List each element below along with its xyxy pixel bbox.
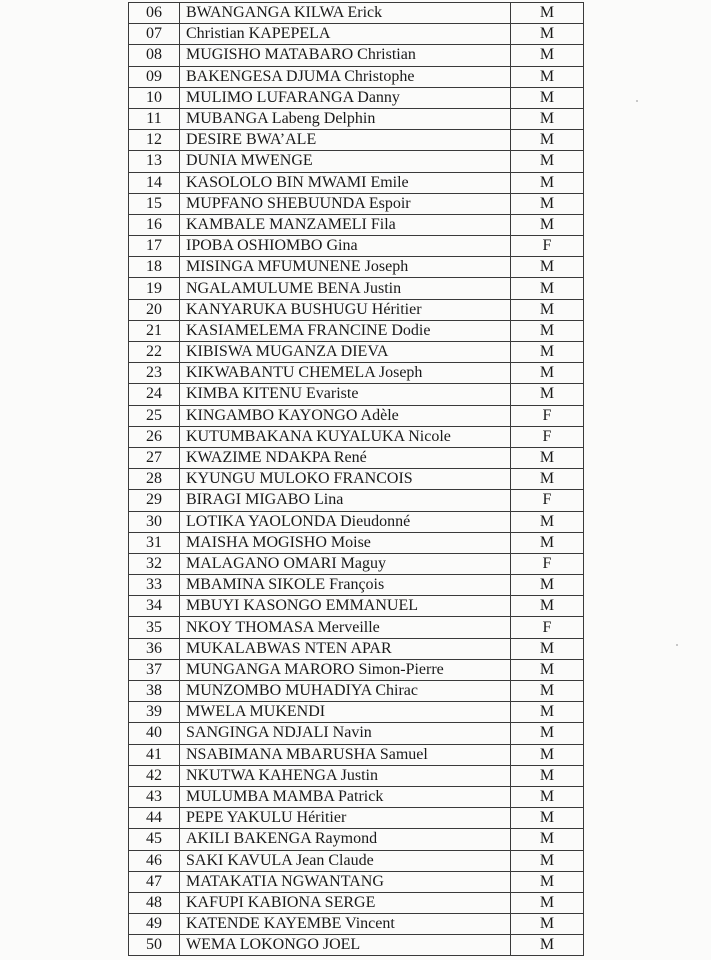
row-number: 16: [129, 214, 180, 235]
table-row: [129, 257, 584, 278]
table-row: [129, 702, 584, 723]
table-row: [129, 553, 584, 574]
table-row: [129, 638, 584, 659]
row-number: 45: [129, 829, 180, 850]
table-row: [129, 108, 584, 129]
student-name: MUPFANO SHEBUUNDA Espoir: [180, 193, 511, 214]
student-name: AKILI BAKENGA Raymond: [180, 829, 511, 850]
table-row: [129, 151, 584, 172]
student-sex: M: [511, 681, 584, 702]
table-row: [129, 214, 584, 235]
row-number: 48: [129, 892, 180, 913]
row-number: 41: [129, 744, 180, 765]
table-row: [129, 66, 584, 87]
student-sex: M: [511, 871, 584, 892]
student-name: MBUYI KASONGO EMMANUEL: [180, 596, 511, 617]
table-row: [129, 490, 584, 511]
student-sex: M: [511, 511, 584, 532]
row-number: 34: [129, 596, 180, 617]
student-sex: M: [511, 850, 584, 871]
scan-speck: [636, 100, 638, 102]
student-name: BIRAGI MIGABO Lina: [180, 490, 511, 511]
row-number: 15: [129, 193, 180, 214]
row-number: 35: [129, 617, 180, 638]
student-sex: F: [511, 236, 584, 257]
student-name: KWAZIME NDAKPA René: [180, 447, 511, 468]
table-row: [129, 469, 584, 490]
student-sex: M: [511, 808, 584, 829]
student-sex: M: [511, 469, 584, 490]
row-number: 42: [129, 765, 180, 786]
table-row: [129, 87, 584, 108]
student-sex: M: [511, 829, 584, 850]
row-number: 32: [129, 553, 180, 574]
row-number: 28: [129, 469, 180, 490]
student-sex: M: [511, 87, 584, 108]
row-number: 43: [129, 786, 180, 807]
student-name: NKUTWA KAHENGA Justin: [180, 765, 511, 786]
table-row: [129, 193, 584, 214]
student-sex: F: [511, 490, 584, 511]
row-number: 33: [129, 575, 180, 596]
row-number: 13: [129, 151, 180, 172]
table-row: [129, 808, 584, 829]
row-number: 22: [129, 342, 180, 363]
student-sex: M: [511, 257, 584, 278]
student-name: WEMA LOKONGO JOEL: [180, 935, 511, 956]
student-sex: F: [511, 405, 584, 426]
student-sex: M: [511, 702, 584, 723]
table-row: [129, 299, 584, 320]
table-row: [129, 914, 584, 935]
student-sex: M: [511, 342, 584, 363]
student-sex: M: [511, 892, 584, 913]
student-roster-table: [128, 2, 584, 956]
row-number: 30: [129, 511, 180, 532]
table-row: [129, 236, 584, 257]
student-name: MUBANGA Labeng Delphin: [180, 108, 511, 129]
student-sex: M: [511, 24, 584, 45]
student-sex: M: [511, 532, 584, 553]
student-name: BAKENGESA DJUMA Christophe: [180, 66, 511, 87]
table-row: [129, 532, 584, 553]
row-number: 40: [129, 723, 180, 744]
student-sex: M: [511, 723, 584, 744]
table-row: [129, 278, 584, 299]
table-row: [129, 596, 584, 617]
student-sex: M: [511, 659, 584, 680]
row-number: 19: [129, 278, 180, 299]
student-name: KASIAMELEMA FRANCINE Dodie: [180, 320, 511, 341]
student-sex: M: [511, 363, 584, 384]
student-name: PEPE YAKULU Héritier: [180, 808, 511, 829]
table-row: [129, 617, 584, 638]
table-row: [129, 575, 584, 596]
table-row: [129, 723, 584, 744]
table-row: [129, 850, 584, 871]
student-name: MISINGA MFUMUNENE Joseph: [180, 257, 511, 278]
student-name: MWELA MUKENDI: [180, 702, 511, 723]
student-name: NSABIMANA MBARUSHA Samuel: [180, 744, 511, 765]
row-number: 47: [129, 871, 180, 892]
student-name: KIKWABANTU CHEMELA Joseph: [180, 363, 511, 384]
student-name: SANGINGA NDJALI Navin: [180, 723, 511, 744]
row-number: 24: [129, 384, 180, 405]
student-sex: M: [511, 193, 584, 214]
student-name: KAMBALE MANZAMELI Fila: [180, 214, 511, 235]
student-name: KIMBA KITENU Evariste: [180, 384, 511, 405]
student-sex: M: [511, 130, 584, 151]
student-name: MALAGANO OMARI Maguy: [180, 553, 511, 574]
student-sex: M: [511, 765, 584, 786]
student-name: MUGISHO MATABARO Christian: [180, 45, 511, 66]
row-number: 37: [129, 659, 180, 680]
row-number: 21: [129, 320, 180, 341]
student-name: KASOLOLO BIN MWAMI Emile: [180, 172, 511, 193]
student-name: KIBISWA MUGANZA DIEVA: [180, 342, 511, 363]
row-number: 38: [129, 681, 180, 702]
row-number: 07: [129, 24, 180, 45]
student-name: IPOBA OSHIOMBO Gina: [180, 236, 511, 257]
student-name: LOTIKA YAOLONDA Dieudonné: [180, 511, 511, 532]
student-name: KINGAMBO KAYONGO Adèle: [180, 405, 511, 426]
row-number: 23: [129, 363, 180, 384]
table-row: [129, 405, 584, 426]
student-sex: F: [511, 553, 584, 574]
row-number: 39: [129, 702, 180, 723]
row-number: 26: [129, 426, 180, 447]
table-row: [129, 786, 584, 807]
student-name: MULUMBA MAMBA Patrick: [180, 786, 511, 807]
table-row: [129, 935, 584, 956]
student-sex: M: [511, 935, 584, 956]
student-name: Christian KAPEPELA: [180, 24, 511, 45]
row-number: 08: [129, 45, 180, 66]
table-row: [129, 447, 584, 468]
student-name: KATENDE KAYEMBE Vincent: [180, 914, 511, 935]
table-row: [129, 765, 584, 786]
table-row: [129, 320, 584, 341]
table-row: [129, 45, 584, 66]
table-row: [129, 681, 584, 702]
table-row: [129, 363, 584, 384]
table-row: [129, 871, 584, 892]
student-sex: F: [511, 426, 584, 447]
student-name: KYUNGU MULOKO FRANCOIS: [180, 469, 511, 490]
student-name: MATAKATIA NGWANTANG: [180, 871, 511, 892]
row-number: 29: [129, 490, 180, 511]
row-number: 46: [129, 850, 180, 871]
row-number: 10: [129, 87, 180, 108]
student-name: KUTUMBAKANA KUYALUKA Nicole: [180, 426, 511, 447]
student-name: DUNIA MWENGE: [180, 151, 511, 172]
row-number: 50: [129, 935, 180, 956]
row-number: 09: [129, 66, 180, 87]
student-name: BWANGANGA KILWA Erick: [180, 3, 511, 24]
row-number: 06: [129, 3, 180, 24]
row-number: 20: [129, 299, 180, 320]
student-name: KANYARUKA BUSHUGU Héritier: [180, 299, 511, 320]
table-row: [129, 892, 584, 913]
student-name: MAISHA MOGISHO Moise: [180, 532, 511, 553]
student-sex: M: [511, 172, 584, 193]
table-row: [129, 744, 584, 765]
student-name: MUKALABWAS NTEN APAR: [180, 638, 511, 659]
student-name: MULIMO LUFARANGA Danny: [180, 87, 511, 108]
student-name: MUNGANGA MARORO Simon-Pierre: [180, 659, 511, 680]
row-number: 11: [129, 108, 180, 129]
student-name: SAKI KAVULA Jean Claude: [180, 850, 511, 871]
table-row: [129, 342, 584, 363]
student-sex: M: [511, 575, 584, 596]
student-sex: F: [511, 617, 584, 638]
table-row: [129, 172, 584, 193]
student-sex: M: [511, 914, 584, 935]
row-number: 44: [129, 808, 180, 829]
table-row: [129, 511, 584, 532]
student-name: NKOY THOMASA Merveille: [180, 617, 511, 638]
student-sex: M: [511, 278, 584, 299]
table-row: [129, 130, 584, 151]
student-sex: M: [511, 447, 584, 468]
row-number: 14: [129, 172, 180, 193]
scan-speck: [676, 644, 678, 646]
student-sex: M: [511, 320, 584, 341]
student-sex: M: [511, 299, 584, 320]
row-number: 18: [129, 257, 180, 278]
table-row: [129, 659, 584, 680]
table-row: [129, 426, 584, 447]
student-name: DESIRE BWA’ALE: [180, 130, 511, 151]
table-row: [129, 384, 584, 405]
student-sex: M: [511, 3, 584, 24]
student-sex: M: [511, 151, 584, 172]
row-number: 36: [129, 638, 180, 659]
student-sex: M: [511, 638, 584, 659]
student-sex: M: [511, 45, 584, 66]
table-row: [129, 24, 584, 45]
student-name: NGALAMULUME BENA Justin: [180, 278, 511, 299]
row-number: 25: [129, 405, 180, 426]
table-row: [129, 829, 584, 850]
row-number: 49: [129, 914, 180, 935]
student-sex: M: [511, 596, 584, 617]
student-sex: M: [511, 66, 584, 87]
student-sex: M: [511, 744, 584, 765]
table-row: [129, 3, 584, 24]
student-sex: M: [511, 384, 584, 405]
student-name: KAFUPI KABIONA SERGE: [180, 892, 511, 913]
row-number: 17: [129, 236, 180, 257]
student-sex: M: [511, 108, 584, 129]
row-number: 12: [129, 130, 180, 151]
row-number: 31: [129, 532, 180, 553]
student-sex: M: [511, 214, 584, 235]
student-name: MUNZOMBO MUHADIYA Chirac: [180, 681, 511, 702]
student-name: MBAMINA SIKOLE François: [180, 575, 511, 596]
roster-body: [129, 3, 584, 956]
student-sex: M: [511, 786, 584, 807]
row-number: 27: [129, 447, 180, 468]
